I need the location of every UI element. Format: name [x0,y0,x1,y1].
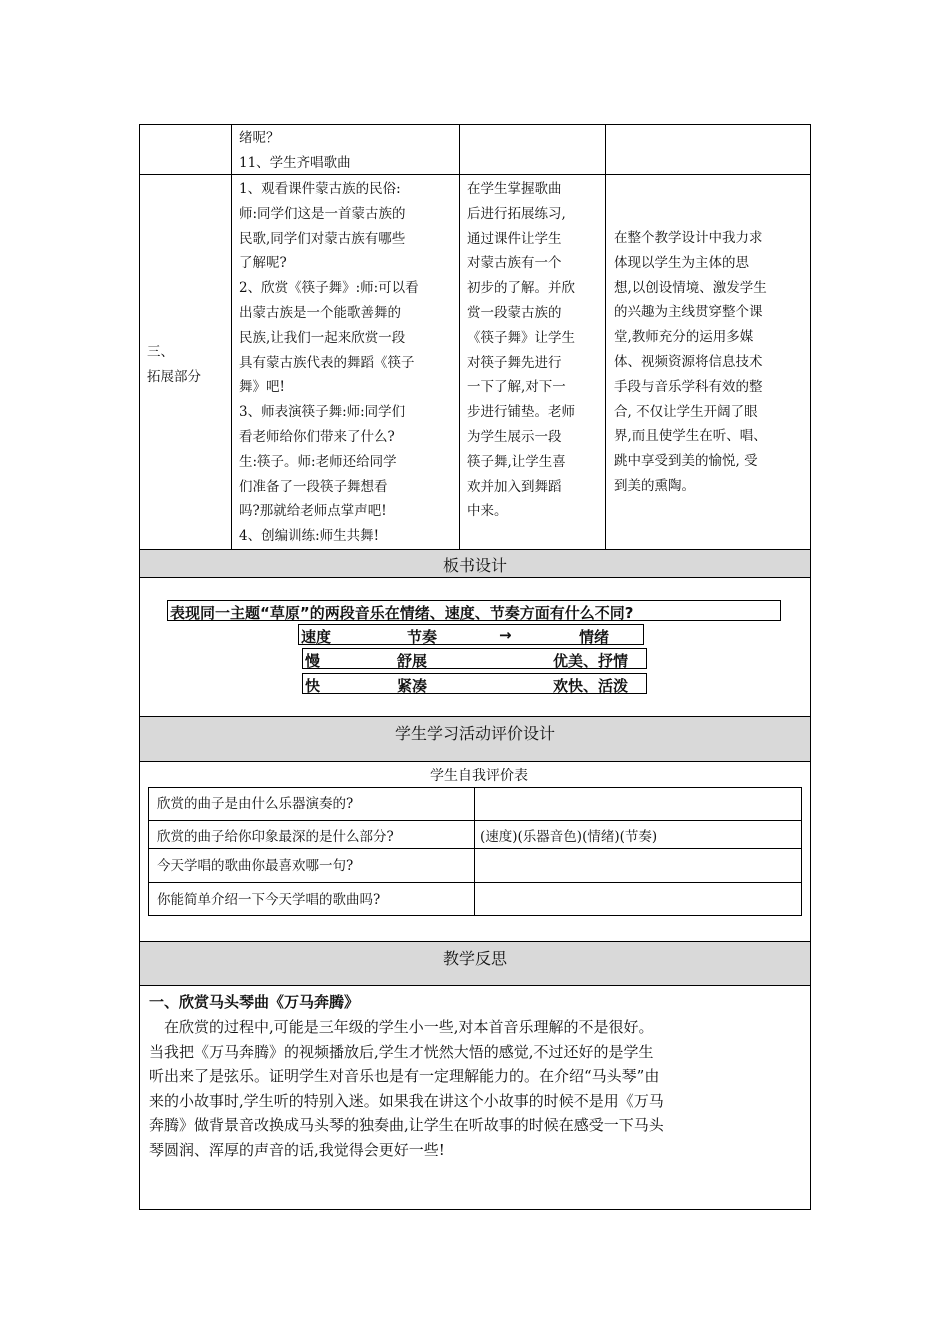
intent-line: 对蒙古族有一个 [467,255,562,272]
section-label [147,340,201,390]
content-line: 1、观看课件蒙古族的民俗: [239,181,401,197]
reflection-line: 合, 不仅让学生开阔了眼 [614,403,758,420]
eval-column-divider [474,787,475,916]
content-line: 2、欣赏《筷子舞》:师:可以看 [239,280,419,297]
paragraph-line: 琴圆润、浑厚的声音的话,我觉得会更好一些! [149,1140,445,1159]
paragraph-line: 奔腾》做背景音改换成马头琴的独奏曲,让学生在听故事的时候在感受一下马头 [149,1116,664,1134]
reflection-line: 堂,教师充分的运用多媒 [614,329,754,346]
board-row [302,673,647,694]
board-cell-rhythm: 舒展 [397,652,428,670]
row-divider [139,761,811,762]
board-header-mood: 情绪 [579,628,610,646]
board-cell-mood: 欢快、活泼 [553,677,629,695]
top-row-content [239,126,351,176]
intent-line: 一下了解,对下一 [467,379,566,396]
eval-question: 欣赏的曲子给你印象最深的是什么部分? [157,829,394,845]
content-line: 了解呢? [239,255,287,272]
eval-question: 今天学唱的歌曲你最喜欢哪一句? [157,858,354,874]
self-evaluation-table-title: 学生自我评价表 [430,768,528,784]
intent-line: 后进行拓展练习, [467,205,566,222]
teaching-reflection-title: 教学反思 [442,949,507,968]
reflection-paragraph [149,1015,805,1162]
eval-row-divider [148,882,802,883]
eval-answer: (速度)(乐器音色)(情绪)(节奏) [480,829,658,845]
content-line: 具有蒙古族代表的舞蹈《筷子 [239,354,415,371]
board-cell-rhythm: 紧凑 [397,677,428,695]
content-line: 民歌,同学们对蒙古族有哪些 [239,230,406,247]
section-number: 三、 [147,344,174,360]
intent-line: 对筷子舞先进行 [467,354,562,371]
board-header-rhythm: 节奏 [407,628,438,646]
content-line: 们准备了一段筷子舞想看 [239,478,388,495]
intent-line: 通过课件让学生 [467,230,562,247]
evaluation-title: 学生学习活动评价设计 [394,724,555,743]
board-cell-speed: 快 [305,677,321,695]
intent-line: 在学生掌握歌曲 [467,181,562,197]
content-line: 3、师表演筷子舞:师:同学们 [239,404,406,421]
intent-line: 为学生展示一段 [467,428,562,445]
paragraph-line: 听出来了是弦乐。证明学生对音乐也是有一定理解能力的。在介绍“马头琴”由 [149,1067,660,1085]
column-divider-2 [459,124,460,549]
reflection-notes [614,226,767,499]
board-question-box [167,600,781,621]
intent-line: 筷子舞,让学生喜 [467,453,566,470]
intent-line: 中来。 [467,503,508,520]
reflection-line: 到美的熏陶。 [614,477,695,494]
eval-row-divider [148,848,802,849]
reflection-line: 想,以创设情境、激发学生 [614,279,767,296]
board-design-title: 板书设计 [442,556,507,575]
board-question: 表现同一主题“草原”的两段音乐在情绪、速度、节奏方面有什么不同? [170,604,634,622]
reflection-line: 跳中享受到美的愉悦, 受 [614,453,758,470]
intent-line: 初步的了解。并欣 [467,280,575,297]
reflection-line: 体、视频资源将信息技术 [614,353,763,370]
section-title: 拓展部分 [147,368,201,385]
eval-row-divider [148,820,802,821]
content-line: 吗?那就给老师点掌声吧! [239,503,387,520]
activity-content [239,177,419,549]
content-line: 绪呢？ [239,130,280,146]
content-line: 4、创编训练:师生共舞! [239,528,380,545]
column-divider-1 [231,124,232,549]
reflection-line: 界,而且使学生在听、唱、 [614,428,767,445]
content-line: 出蒙古族是一个能歌善舞的 [239,304,401,321]
board-cell-mood: 优美、抒情 [553,652,629,670]
intent-line: 赏一段蒙古族的 [467,304,562,321]
content-line: 师:同学们这是一首蒙古族的 [239,205,406,222]
eval-question: 你能简单介绍一下今天学唱的歌曲吗? [157,892,381,908]
board-header-row [298,624,644,645]
column-divider-3 [605,124,606,549]
paragraph-line: 来的小故事时,学生听的特别入迷。如果我在讲这个小故事的时候不是用《万马 [149,1091,664,1110]
content-line: 民族,让我们一起来欣赏一段 [239,329,406,346]
reflection-heading: 一、欣赏马头琴曲《万马奔腾》 [149,993,360,1011]
paragraph-line: 在欣赏的过程中,可能是三年级的学生小一些,对本首音乐理解的不是很好。 [149,1018,654,1036]
reflection-line: 手段与音乐学科有效的整 [614,378,763,395]
content-line: 舞》吧! [239,379,285,396]
row-divider [139,985,811,986]
content-line: 11、学生齐唱歌曲 [239,154,351,171]
arrow-right-icon: → [499,626,512,644]
intent-line: 《筷子舞》让学生 [467,329,575,346]
content-line: 生:筷子。师:老师还给同学 [239,453,397,470]
paragraph-line: 当我把《万马奔腾》的视频播放后,学生才恍然大悟的感觉,不过还好的是学生 [149,1042,654,1061]
board-cell-speed: 慢 [305,652,321,670]
reflection-line: 在整个教学设计中我力求 [614,230,763,246]
content-line: 看老师给你们带来了什么? [239,428,395,445]
reflection-line: 体现以学生为主体的思 [614,254,749,271]
reflection-line: 的兴趣为主线贯穿整个课 [614,304,763,321]
intent-line: 欢并加入到舞蹈 [467,478,562,495]
board-row [302,648,647,669]
row-divider [139,577,811,578]
intent-line: 步进行铺垫。老师 [467,404,575,421]
eval-question: 欣赏的曲子是由什么乐器演奏的? [157,796,354,812]
board-header-speed: 速度 [301,628,332,646]
design-intent [467,177,575,524]
